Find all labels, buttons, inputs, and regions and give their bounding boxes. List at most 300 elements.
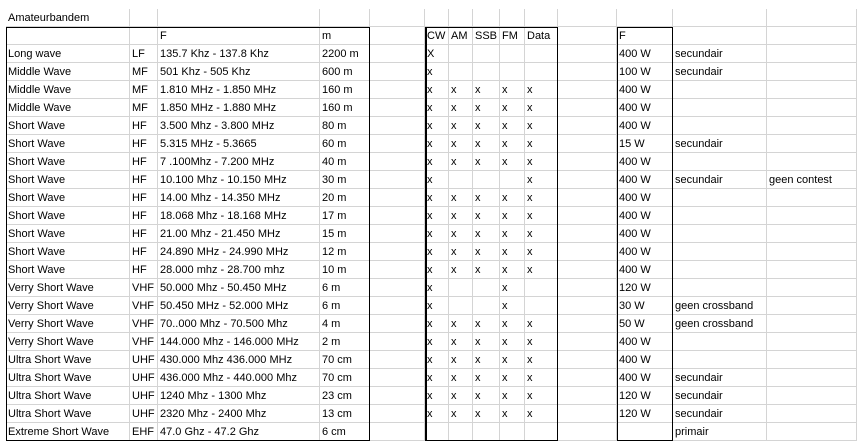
empty-cell[interactable] (370, 135, 425, 153)
cell-status[interactable]: secundair (673, 387, 767, 405)
cell-data[interactable]: x (525, 117, 558, 135)
cell-am[interactable]: x (449, 135, 473, 153)
cell-data[interactable]: x (525, 81, 558, 99)
empty-cell[interactable] (370, 27, 425, 45)
cell-fm[interactable] (500, 63, 525, 81)
cell-power[interactable]: 400 W (617, 189, 673, 207)
cell-note[interactable] (767, 261, 857, 279)
cell-cw[interactable]: x (425, 387, 449, 405)
cell-power[interactable]: 400 W (617, 351, 673, 369)
cell-ssb[interactable]: x (473, 315, 500, 333)
cell-status[interactable]: geen crossband (673, 315, 767, 333)
cell-note[interactable] (767, 405, 857, 423)
cell-ssb[interactable]: x (473, 225, 500, 243)
cell-fm[interactable]: x (500, 243, 525, 261)
cell-am[interactable]: x (449, 225, 473, 243)
empty-cell[interactable] (425, 9, 449, 27)
cell-name[interactable]: Middle Wave (6, 81, 130, 99)
cell-name[interactable]: Short Wave (6, 207, 130, 225)
cell-name[interactable]: Short Wave (6, 261, 130, 279)
cell-status[interactable] (673, 207, 767, 225)
cell-note[interactable] (767, 423, 857, 441)
cell-cw[interactable]: x (425, 351, 449, 369)
empty-cell[interactable] (370, 387, 425, 405)
cell-data[interactable]: x (525, 261, 558, 279)
cell-freq[interactable]: 144.000 Mhz - 146.000 MHz (158, 333, 320, 351)
cell-data[interactable]: x (525, 207, 558, 225)
cell-note[interactable]: geen contest (767, 171, 857, 189)
cell-note[interactable] (767, 387, 857, 405)
cell-band[interactable]: VHF (130, 297, 158, 315)
cell-am[interactable]: x (449, 117, 473, 135)
cell-fm[interactable] (500, 423, 525, 441)
cell-power[interactable]: 400 W (617, 369, 673, 387)
cell-fm[interactable]: x (500, 387, 525, 405)
cell-power[interactable]: 30 W (617, 297, 673, 315)
cell-band[interactable]: HF (130, 225, 158, 243)
cell-cw[interactable]: x (425, 189, 449, 207)
empty-cell[interactable] (473, 9, 500, 27)
cell-power[interactable]: 400 W (617, 207, 673, 225)
cell-band[interactable]: UHF (130, 405, 158, 423)
cell-freq[interactable]: 21.00 Mhz - 21.450 MHz (158, 225, 320, 243)
cell-cw[interactable]: x (425, 243, 449, 261)
cell-freq[interactable]: 1.850 MHz - 1.880 MHz (158, 99, 320, 117)
cell-status[interactable] (673, 153, 767, 171)
cell-fm[interactable]: x (500, 333, 525, 351)
cell-fm[interactable] (500, 45, 525, 63)
empty-cell[interactable] (558, 333, 617, 351)
empty-cell[interactable] (370, 9, 425, 27)
cell-m[interactable]: 2 m (320, 333, 370, 351)
cell-data[interactable]: x (525, 153, 558, 171)
cell-note[interactable] (767, 117, 857, 135)
cell-fm[interactable]: x (500, 117, 525, 135)
cell-fm[interactable]: x (500, 279, 525, 297)
cell-am[interactable]: x (449, 369, 473, 387)
cell-ssb[interactable]: x (473, 369, 500, 387)
cell-name[interactable]: Short Wave (6, 225, 130, 243)
empty-cell[interactable] (558, 117, 617, 135)
empty-cell[interactable] (558, 135, 617, 153)
cell-name[interactable]: Short Wave (6, 189, 130, 207)
empty-cell[interactable] (370, 405, 425, 423)
cell-cw[interactable]: x (425, 261, 449, 279)
cell-fm[interactable]: x (500, 315, 525, 333)
cell-band[interactable]: HF (130, 189, 158, 207)
cell-note[interactable] (767, 207, 857, 225)
empty-cell[interactable] (558, 243, 617, 261)
cell-data[interactable]: x (525, 387, 558, 405)
empty-cell[interactable] (558, 369, 617, 387)
empty-cell[interactable] (370, 171, 425, 189)
empty-cell[interactable] (558, 27, 617, 45)
cell-power[interactable]: 400 W (617, 225, 673, 243)
cell-band[interactable]: EHF (130, 423, 158, 441)
cell-cw[interactable]: x (425, 63, 449, 81)
cell-cw[interactable] (425, 423, 449, 441)
empty-cell[interactable] (370, 99, 425, 117)
cell-m[interactable]: 60 m (320, 135, 370, 153)
cell-data[interactable]: x (525, 333, 558, 351)
cell-band[interactable]: UHF (130, 369, 158, 387)
cell-status[interactable]: secundair (673, 369, 767, 387)
cell-status[interactable] (673, 333, 767, 351)
cell-cw[interactable]: x (425, 315, 449, 333)
cell-ssb[interactable] (473, 297, 500, 315)
empty-cell[interactable] (370, 81, 425, 99)
cell-freq[interactable]: 10.100 Mhz - 10.150 MHz (158, 171, 320, 189)
cell-name[interactable]: Verry Short Wave (6, 315, 130, 333)
cell-cw[interactable]: x (425, 225, 449, 243)
cell-am[interactable] (449, 63, 473, 81)
cell-band[interactable]: HF (130, 117, 158, 135)
cell-cw[interactable]: X (425, 45, 449, 63)
header-freq[interactable]: F (158, 27, 320, 45)
cell-cw[interactable]: x (425, 81, 449, 99)
cell-cw[interactable]: x (425, 99, 449, 117)
cell-power[interactable]: 120 W (617, 387, 673, 405)
cell-note[interactable] (767, 369, 857, 387)
cell-freq[interactable]: 24.890 MHz - 24.990 MHz (158, 243, 320, 261)
empty-cell[interactable] (767, 9, 857, 27)
empty-cell[interactable] (449, 9, 473, 27)
cell-note[interactable] (767, 45, 857, 63)
cell-freq[interactable]: 5.315 MHz - 5.3665 (158, 135, 320, 153)
cell-m[interactable]: 10 m (320, 261, 370, 279)
empty-cell[interactable] (500, 9, 525, 27)
cell-m[interactable]: 20 m (320, 189, 370, 207)
cell-m[interactable]: 23 cm (320, 387, 370, 405)
header-power[interactable]: F (617, 27, 673, 45)
cell-status[interactable] (673, 117, 767, 135)
cell-m[interactable]: 15 m (320, 225, 370, 243)
cell-status[interactable] (673, 261, 767, 279)
empty-cell[interactable] (673, 27, 767, 45)
cell-am[interactable]: x (449, 207, 473, 225)
empty-cell[interactable] (558, 45, 617, 63)
cell-cw[interactable]: x (425, 333, 449, 351)
empty-cell[interactable] (370, 153, 425, 171)
cell-status[interactable]: secundair (673, 63, 767, 81)
cell-note[interactable] (767, 351, 857, 369)
cell-band[interactable]: LF (130, 45, 158, 63)
cell-status[interactable]: geen crossband (673, 297, 767, 315)
cell-data[interactable] (525, 423, 558, 441)
cell-status[interactable] (673, 99, 767, 117)
cell-name[interactable]: Ultra Short Wave (6, 405, 130, 423)
empty-cell[interactable] (558, 261, 617, 279)
cell-band[interactable]: HF (130, 153, 158, 171)
cell-fm[interactable]: x (500, 405, 525, 423)
cell-band[interactable]: HF (130, 135, 158, 153)
cell-power[interactable]: 400 W (617, 45, 673, 63)
cell-band[interactable]: HF (130, 261, 158, 279)
empty-cell[interactable] (558, 189, 617, 207)
cell-freq[interactable]: 501 Khz - 505 Khz (158, 63, 320, 81)
cell-band[interactable]: VHF (130, 333, 158, 351)
cell-name[interactable]: Verry Short Wave (6, 297, 130, 315)
cell-ssb[interactable] (473, 279, 500, 297)
cell-status[interactable]: secundair (673, 45, 767, 63)
cell-band[interactable]: HF (130, 171, 158, 189)
empty-cell[interactable] (558, 99, 617, 117)
cell-data[interactable]: x (525, 243, 558, 261)
cell-am[interactable] (449, 279, 473, 297)
cell-ssb[interactable]: x (473, 387, 500, 405)
cell-data[interactable]: x (525, 99, 558, 117)
empty-cell[interactable] (370, 351, 425, 369)
cell-name[interactable]: Short Wave (6, 243, 130, 261)
empty-cell[interactable] (370, 225, 425, 243)
empty-cell[interactable] (370, 261, 425, 279)
cell-power[interactable]: 120 W (617, 279, 673, 297)
empty-cell[interactable] (370, 279, 425, 297)
cell-power[interactable]: 400 W (617, 81, 673, 99)
empty-cell[interactable] (370, 45, 425, 63)
empty-cell[interactable] (558, 207, 617, 225)
cell-am[interactable]: x (449, 99, 473, 117)
cell-note[interactable] (767, 135, 857, 153)
cell-am[interactable]: x (449, 333, 473, 351)
cell-power[interactable]: 400 W (617, 243, 673, 261)
cell-freq[interactable]: 18.068 Mhz - 18.168 MHz (158, 207, 320, 225)
empty-cell[interactable] (673, 9, 767, 27)
cell-ssb[interactable]: x (473, 153, 500, 171)
empty-cell[interactable] (130, 27, 158, 45)
cell-m[interactable]: 70 cm (320, 351, 370, 369)
cell-power[interactable]: 400 W (617, 261, 673, 279)
cell-cw[interactable]: x (425, 171, 449, 189)
cell-ssb[interactable]: x (473, 81, 500, 99)
cell-data[interactable]: x (525, 225, 558, 243)
empty-cell[interactable] (558, 423, 617, 441)
cell-fm[interactable]: x (500, 81, 525, 99)
cell-band[interactable]: MF (130, 81, 158, 99)
cell-power[interactable]: 100 W (617, 63, 673, 81)
empty-cell[interactable] (370, 333, 425, 351)
cell-status[interactable]: primair (673, 423, 767, 441)
cell-m[interactable]: 160 m (320, 81, 370, 99)
cell-cw[interactable]: x (425, 153, 449, 171)
cell-ssb[interactable]: x (473, 333, 500, 351)
cell-fm[interactable]: x (500, 153, 525, 171)
cell-am[interactable]: x (449, 81, 473, 99)
cell-data[interactable]: x (525, 135, 558, 153)
cell-note[interactable] (767, 333, 857, 351)
cell-fm[interactable]: x (500, 261, 525, 279)
cell-data[interactable] (525, 45, 558, 63)
cell-m[interactable]: 17 m (320, 207, 370, 225)
cell-note[interactable] (767, 99, 857, 117)
cell-data[interactable]: x (525, 315, 558, 333)
cell-note[interactable] (767, 225, 857, 243)
cell-am[interactable]: x (449, 153, 473, 171)
header-data[interactable]: Data (525, 27, 558, 45)
cell-name[interactable]: Middle Wave (6, 99, 130, 117)
cell-ssb[interactable]: x (473, 99, 500, 117)
cell-freq[interactable]: 1240 Mhz - 1300 Mhz (158, 387, 320, 405)
cell-band[interactable]: VHF (130, 315, 158, 333)
cell-data[interactable]: x (525, 171, 558, 189)
cell-freq[interactable]: 135.7 Khz - 137.8 Khz (158, 45, 320, 63)
cell-name[interactable]: Verry Short Wave (6, 279, 130, 297)
cell-status[interactable]: secundair (673, 171, 767, 189)
cell-am[interactable]: x (449, 243, 473, 261)
empty-cell[interactable] (370, 117, 425, 135)
cell-power[interactable]: 400 W (617, 99, 673, 117)
sheet-title-cell[interactable]: Amateurbandem (6, 9, 130, 27)
cell-status[interactable]: secundair (673, 405, 767, 423)
cell-name[interactable]: Ultra Short Wave (6, 351, 130, 369)
cell-name[interactable]: Ultra Short Wave (6, 369, 130, 387)
empty-cell[interactable] (370, 63, 425, 81)
cell-cw[interactable]: x (425, 369, 449, 387)
cell-ssb[interactable]: x (473, 135, 500, 153)
cell-status[interactable] (673, 189, 767, 207)
cell-name[interactable]: Ultra Short Wave (6, 387, 130, 405)
cell-data[interactable] (525, 297, 558, 315)
cell-band[interactable]: HF (130, 207, 158, 225)
cell-fm[interactable]: x (500, 225, 525, 243)
cell-note[interactable] (767, 81, 857, 99)
cell-am[interactable]: x (449, 351, 473, 369)
cell-status[interactable] (673, 225, 767, 243)
cell-freq[interactable]: 430.000 Mhz 436.000 MHz (158, 351, 320, 369)
empty-cell[interactable] (370, 369, 425, 387)
cell-data[interactable] (525, 63, 558, 81)
empty-cell[interactable] (558, 315, 617, 333)
header-am[interactable]: AM (449, 27, 473, 45)
cell-name[interactable]: Extreme Short Wave (6, 423, 130, 441)
cell-fm[interactable]: x (500, 189, 525, 207)
header-ssb[interactable]: SSB (473, 27, 500, 45)
cell-m[interactable]: 600 m (320, 63, 370, 81)
cell-name[interactable]: Long wave (6, 45, 130, 63)
cell-ssb[interactable]: x (473, 207, 500, 225)
cell-status[interactable] (673, 81, 767, 99)
cell-band[interactable]: MF (130, 99, 158, 117)
cell-am[interactable]: x (449, 189, 473, 207)
cell-m[interactable]: 40 m (320, 153, 370, 171)
empty-cell[interactable] (130, 9, 158, 27)
empty-cell[interactable] (558, 351, 617, 369)
empty-cell[interactable] (558, 153, 617, 171)
cell-fm[interactable]: x (500, 207, 525, 225)
cell-power[interactable]: 400 W (617, 171, 673, 189)
cell-status[interactable] (673, 243, 767, 261)
empty-cell[interactable] (320, 9, 370, 27)
cell-m[interactable]: 30 m (320, 171, 370, 189)
cell-am[interactable]: x (449, 405, 473, 423)
cell-note[interactable] (767, 243, 857, 261)
cell-data[interactable]: x (525, 189, 558, 207)
cell-freq[interactable]: 14.00 Mhz - 14.350 MHz (158, 189, 320, 207)
cell-note[interactable] (767, 63, 857, 81)
empty-cell[interactable] (558, 279, 617, 297)
cell-m[interactable]: 13 cm (320, 405, 370, 423)
empty-cell[interactable] (558, 297, 617, 315)
empty-cell[interactable] (158, 9, 320, 27)
cell-fm[interactable] (500, 171, 525, 189)
cell-am[interactable] (449, 423, 473, 441)
cell-ssb[interactable]: x (473, 351, 500, 369)
cell-freq[interactable]: 28.000 mhz - 28.700 mhz (158, 261, 320, 279)
cell-am[interactable] (449, 297, 473, 315)
cell-cw[interactable]: x (425, 207, 449, 225)
cell-power[interactable]: 50 W (617, 315, 673, 333)
empty-cell[interactable] (6, 27, 130, 45)
cell-data[interactable]: x (525, 351, 558, 369)
cell-ssb[interactable]: x (473, 189, 500, 207)
empty-cell[interactable] (617, 9, 673, 27)
cell-ssb[interactable]: x (473, 243, 500, 261)
cell-note[interactable] (767, 189, 857, 207)
cell-m[interactable]: 6 m (320, 279, 370, 297)
cell-power[interactable] (617, 423, 673, 441)
cell-ssb[interactable]: x (473, 405, 500, 423)
cell-ssb[interactable] (473, 63, 500, 81)
cell-m[interactable]: 2200 m (320, 45, 370, 63)
empty-cell[interactable] (370, 315, 425, 333)
empty-cell[interactable] (558, 81, 617, 99)
empty-cell[interactable] (370, 207, 425, 225)
cell-freq[interactable]: 47.0 Ghz - 47.2 Ghz (158, 423, 320, 441)
cell-ssb[interactable]: x (473, 117, 500, 135)
cell-am[interactable] (449, 171, 473, 189)
cell-band[interactable]: HF (130, 243, 158, 261)
cell-m[interactable]: 160 m (320, 99, 370, 117)
cell-name[interactable]: Short Wave (6, 117, 130, 135)
empty-cell[interactable] (558, 405, 617, 423)
cell-cw[interactable]: x (425, 405, 449, 423)
cell-m[interactable]: 80 m (320, 117, 370, 135)
cell-cw[interactable]: x (425, 135, 449, 153)
cell-name[interactable]: Short Wave (6, 171, 130, 189)
empty-cell[interactable] (767, 27, 857, 45)
cell-cw[interactable]: x (425, 279, 449, 297)
cell-freq[interactable]: 50.450 MHz - 52.000 MHz (158, 297, 320, 315)
header-cw[interactable]: CW (425, 27, 449, 45)
cell-note[interactable] (767, 279, 857, 297)
cell-data[interactable]: x (525, 369, 558, 387)
empty-cell[interactable] (558, 387, 617, 405)
cell-status[interactable]: secundair (673, 135, 767, 153)
cell-m[interactable]: 6 m (320, 297, 370, 315)
cell-m[interactable]: 6 cm (320, 423, 370, 441)
cell-freq[interactable]: 1.810 MHz - 1.850 MHz (158, 81, 320, 99)
cell-am[interactable]: x (449, 261, 473, 279)
cell-m[interactable]: 12 m (320, 243, 370, 261)
cell-freq[interactable]: 436.000 Mhz - 440.000 Mhz (158, 369, 320, 387)
cell-power[interactable]: 120 W (617, 405, 673, 423)
cell-name[interactable]: Middle Wave (6, 63, 130, 81)
cell-m[interactable]: 70 cm (320, 369, 370, 387)
cell-fm[interactable]: x (500, 351, 525, 369)
cell-ssb[interactable] (473, 171, 500, 189)
cell-ssb[interactable] (473, 45, 500, 63)
cell-am[interactable]: x (449, 315, 473, 333)
cell-cw[interactable]: x (425, 117, 449, 135)
cell-power[interactable]: 400 W (617, 333, 673, 351)
cell-name[interactable]: Verry Short Wave (6, 333, 130, 351)
cell-fm[interactable]: x (500, 297, 525, 315)
header-fm[interactable]: FM (500, 27, 525, 45)
cell-band[interactable]: VHF (130, 279, 158, 297)
empty-cell[interactable] (558, 63, 617, 81)
empty-cell[interactable] (370, 297, 425, 315)
cell-ssb[interactable]: x (473, 261, 500, 279)
